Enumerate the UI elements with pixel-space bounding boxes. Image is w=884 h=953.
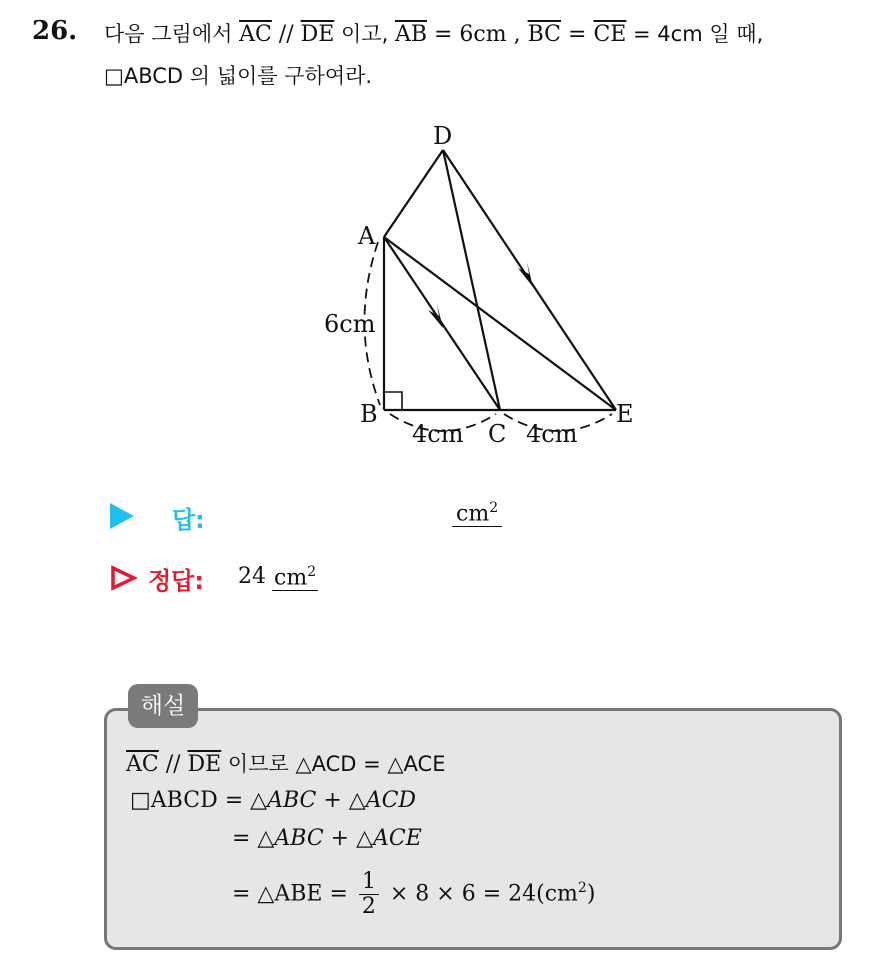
segment-ac: $\overline{AC}$	[239, 22, 272, 47]
point-b-label: B	[360, 400, 378, 428]
answer-unit-field[interactable]	[452, 500, 502, 527]
expl-l3-b: ABC	[274, 826, 324, 851]
expl-l3-c: + △	[323, 826, 373, 851]
length-ab-label: 6cm	[324, 310, 376, 338]
question-text-4: = 4cm 일 때,	[626, 22, 764, 46]
expl-l2-b: ABC	[267, 788, 317, 813]
answer-arrow-icon	[110, 503, 134, 529]
question-text-3: = 6cm ,	[427, 22, 528, 47]
expl-segment-de: $\overline{DE}$	[187, 752, 222, 777]
expl-l4-c: )	[586, 881, 596, 907]
solution-unit-text: cm	[274, 565, 308, 591]
segment-ce: $\overline{CE}$	[593, 22, 627, 47]
point-a-label: A	[358, 222, 376, 250]
question-line-1	[104, 18, 763, 48]
expl-l2-c: + △	[316, 788, 366, 813]
geometry-figure	[300, 110, 660, 460]
question-number: 26.	[32, 16, 78, 46]
segment-ae-line	[384, 237, 616, 410]
equals-symbol: =	[561, 22, 594, 47]
explanation-line-2	[130, 788, 416, 813]
parallel-symbol: //	[271, 22, 301, 47]
expl-l3-a: = △	[232, 826, 275, 851]
length-ce-label: 4cm	[526, 420, 578, 448]
expl-l4-b: × 8 × 6 = 24(cm	[382, 881, 578, 907]
explanation-tab: 해설	[128, 684, 198, 728]
segment-dc-line	[443, 150, 500, 410]
expl-l4-a: = △ABE =	[232, 881, 355, 907]
solution-unit-exponent: 2	[307, 564, 317, 580]
expl-l2-d: ACD	[365, 788, 417, 813]
segment-bc: $\overline{BC}$	[527, 22, 562, 47]
fraction-one-half	[359, 870, 379, 919]
expl-segment-ac: $\overline{AC}$	[126, 752, 159, 777]
answer-label: 답:	[172, 506, 205, 534]
segment-ac-line	[384, 237, 500, 410]
question-text-1: 다음 그림에서	[104, 22, 240, 46]
question-text-2: 이고,	[334, 22, 395, 46]
segment-ad-line	[384, 150, 443, 237]
answer-unit-exponent: 2	[489, 500, 499, 516]
question-line-2: □ABCD 의 넓이를 구하여라.	[104, 64, 373, 88]
answer-unit: cm	[456, 501, 490, 527]
solution-unit	[272, 564, 318, 591]
explanation-line-3	[232, 826, 422, 851]
point-e-label: E	[616, 400, 634, 428]
expl-line-1-rest: 이므로 △ACD = △ACE	[221, 752, 446, 776]
solution-arrow-icon	[110, 565, 138, 591]
expl-l4-exp: 2	[577, 880, 587, 897]
expl-parallel: //	[158, 752, 188, 777]
explanation-line-1	[126, 748, 445, 778]
segment-de: $\overline{DE}$	[300, 22, 335, 47]
length-bc-label: 4cm	[412, 420, 464, 448]
fraction-denominator: 2	[361, 894, 376, 919]
expl-l2-a: □ABCD = △	[130, 788, 268, 813]
explanation-line-4	[232, 870, 595, 919]
segment-ab: $\overline{AB}$	[394, 22, 427, 47]
solution-value: 24	[238, 564, 266, 589]
solution-label: 정답:	[148, 567, 204, 595]
point-d-label: D	[433, 122, 453, 150]
fraction-numerator: 1	[359, 870, 379, 895]
right-angle-mark	[384, 392, 402, 410]
point-c-label: C	[488, 420, 507, 448]
expl-l3-d: ACE	[373, 826, 422, 851]
